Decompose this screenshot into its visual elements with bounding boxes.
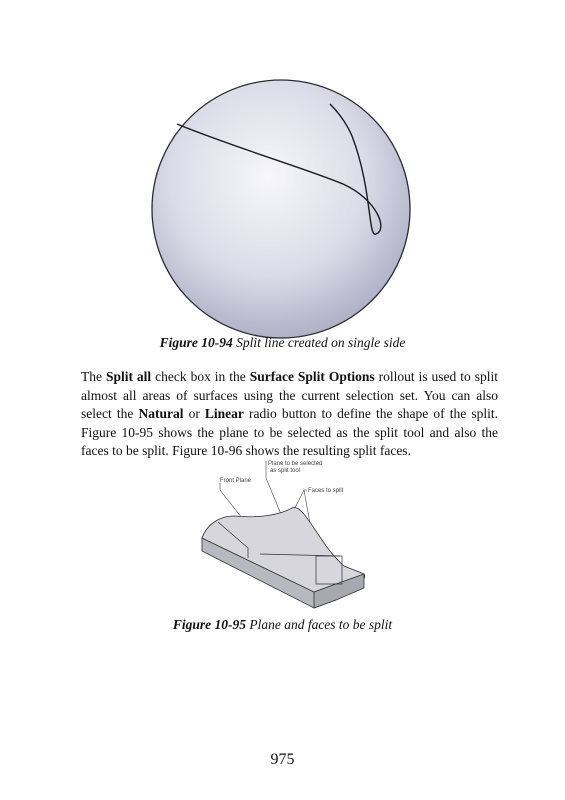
label-plane-line2: as split tool [270,468,301,474]
sphere-split-line-image [150,78,412,340]
figure-10-95-caption [0,617,565,633]
surface-split-options-term: Surface Split Options [249,369,375,384]
label-front-plane: Front Plane [220,478,252,484]
text-run: The [81,369,106,384]
label-faces-to-split: Faces to split [308,488,344,494]
text-run: radio button to define the shape of the split. Figure 10-95 shows the plane to be selected as the split tool and also the faces to be split. Figure 10-96 shows the resulting split faces. [81,406,498,458]
text-run: check box in the [151,369,250,384]
caption-number: Figure 10-95 [172,617,246,632]
sphere-body [152,80,410,338]
text-run: rollout is used to split almost all areas of surfaces using the current selection set. You can also select the [81,369,498,421]
caption-text: Plane and faces to be split [249,617,393,632]
page-number: 975 [270,751,295,768]
linear-term: Linear [204,406,244,421]
caption-text: Split line created on single side [236,335,406,350]
natural-term: Natural [138,406,184,421]
text-run: or [183,406,205,421]
body-paragraph [81,368,498,461]
split-model-image [196,456,371,616]
caption-number: Figure 10-94 [159,335,233,350]
label-plane-line1: Plane to be selected [268,461,323,467]
split-all-term: Split all [105,369,152,384]
figure-10-94-caption [0,335,565,351]
